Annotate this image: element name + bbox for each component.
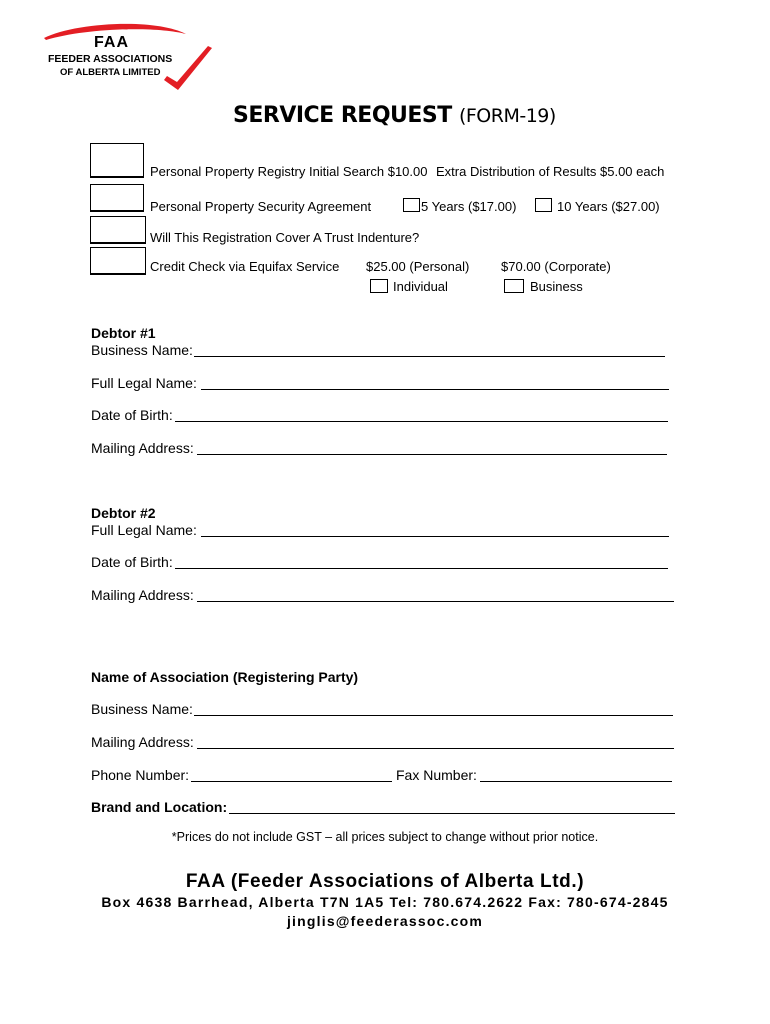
debtor2-dob-field[interactable] (175, 568, 668, 569)
individual-label: Individual (393, 279, 448, 294)
security-agreement-checkbox[interactable] (90, 184, 144, 212)
fax-number-field[interactable] (480, 781, 672, 782)
business-checkbox[interactable] (504, 279, 524, 293)
association-mailing-address-field[interactable] (197, 748, 674, 749)
ten-years-label: 10 Years ($27.00) (557, 199, 660, 214)
logo-faa-text: FAA (94, 34, 129, 51)
five-years-label: 5 Years ($17.00) (421, 199, 517, 214)
debtor1-mailing-address-field[interactable] (197, 454, 667, 455)
debtor1-dob-label: Date of Birth: (91, 407, 173, 423)
footer-address: Box 4638 Barrhead, Alberta T7N 1A5 Tel: 780.674.2622 Fax: 780-674-2845 (101, 894, 669, 910)
page-title (233, 103, 556, 128)
credit-check-checkbox[interactable] (90, 247, 146, 275)
debtor1-business-name-label: Business Name: (91, 342, 193, 358)
trust-indenture-label: Will This Registration Cover A Trust Indenture? (150, 230, 420, 245)
security-agreement-label: Personal Property Security Agreement (150, 199, 372, 214)
association-heading: Name of Association (Registering Party) (91, 669, 359, 685)
personal-price-label: $25.00 (Personal) (366, 259, 470, 274)
phone-number-label: Phone Number: (91, 767, 190, 783)
phone-number-field[interactable] (191, 781, 392, 782)
logo-line2-text: FEEDER ASSOCIATIONS (48, 53, 173, 65)
logo-line3-text: OF ALBERTA LIMITED (60, 67, 161, 78)
fax-number-label: Fax Number: (396, 767, 477, 783)
debtor2-full-legal-name-label: Full Legal Name: (91, 522, 197, 538)
form-number: (FORM-19) (458, 105, 556, 127)
credit-check-label: Credit Check via Equifax Service (150, 259, 340, 274)
debtor1-mailing-address-label: Mailing Address: (91, 440, 194, 456)
debtor1-dob-field[interactable] (175, 421, 668, 422)
extra-distribution-label: Extra Distribution of Results $5.00 each (436, 164, 665, 179)
debtor2-dob-label: Date of Birth: (91, 554, 173, 570)
corporate-price-label: $70.00 (Corporate) (501, 259, 611, 274)
trust-indenture-checkbox[interactable] (90, 216, 146, 244)
registry-search-label: Personal Property Registry Initial Search $10.00 (150, 164, 428, 179)
ten-years-checkbox[interactable] (535, 198, 552, 212)
association-mailing-address-label: Mailing Address: (91, 734, 194, 750)
debtor2-full-legal-name-field[interactable] (201, 536, 669, 537)
debtor1-full-legal-name-label: Full Legal Name: (91, 375, 197, 391)
debtor1-business-name-field[interactable] (194, 356, 665, 357)
debtor1-full-legal-name-field[interactable] (201, 389, 669, 390)
association-business-name-label: Business Name: (91, 701, 193, 717)
debtor1-heading: Debtor #1 (91, 325, 156, 341)
form-title: SERVICE REQUEST (233, 103, 452, 128)
registry-search-checkbox[interactable] (90, 143, 144, 178)
debtor2-mailing-address-field[interactable] (197, 601, 674, 602)
five-years-checkbox[interactable] (403, 198, 420, 212)
business-label: Business (530, 279, 583, 294)
debtor2-heading: Debtor #2 (91, 505, 156, 521)
gst-note: *Prices do not include GST – all prices subject to change without prior notice. (171, 830, 599, 844)
association-business-name-field[interactable] (194, 715, 673, 716)
footer-org-name: FAA (Feeder Associations of Alberta Ltd.) (185, 871, 585, 892)
company-logo (36, 20, 226, 100)
individual-checkbox[interactable] (370, 279, 388, 293)
footer-email: jinglis@feederassoc.com (286, 913, 484, 929)
brand-location-label: Brand and Location: (91, 799, 228, 815)
brand-location-field[interactable] (229, 813, 675, 814)
debtor2-mailing-address-label: Mailing Address: (91, 587, 194, 603)
